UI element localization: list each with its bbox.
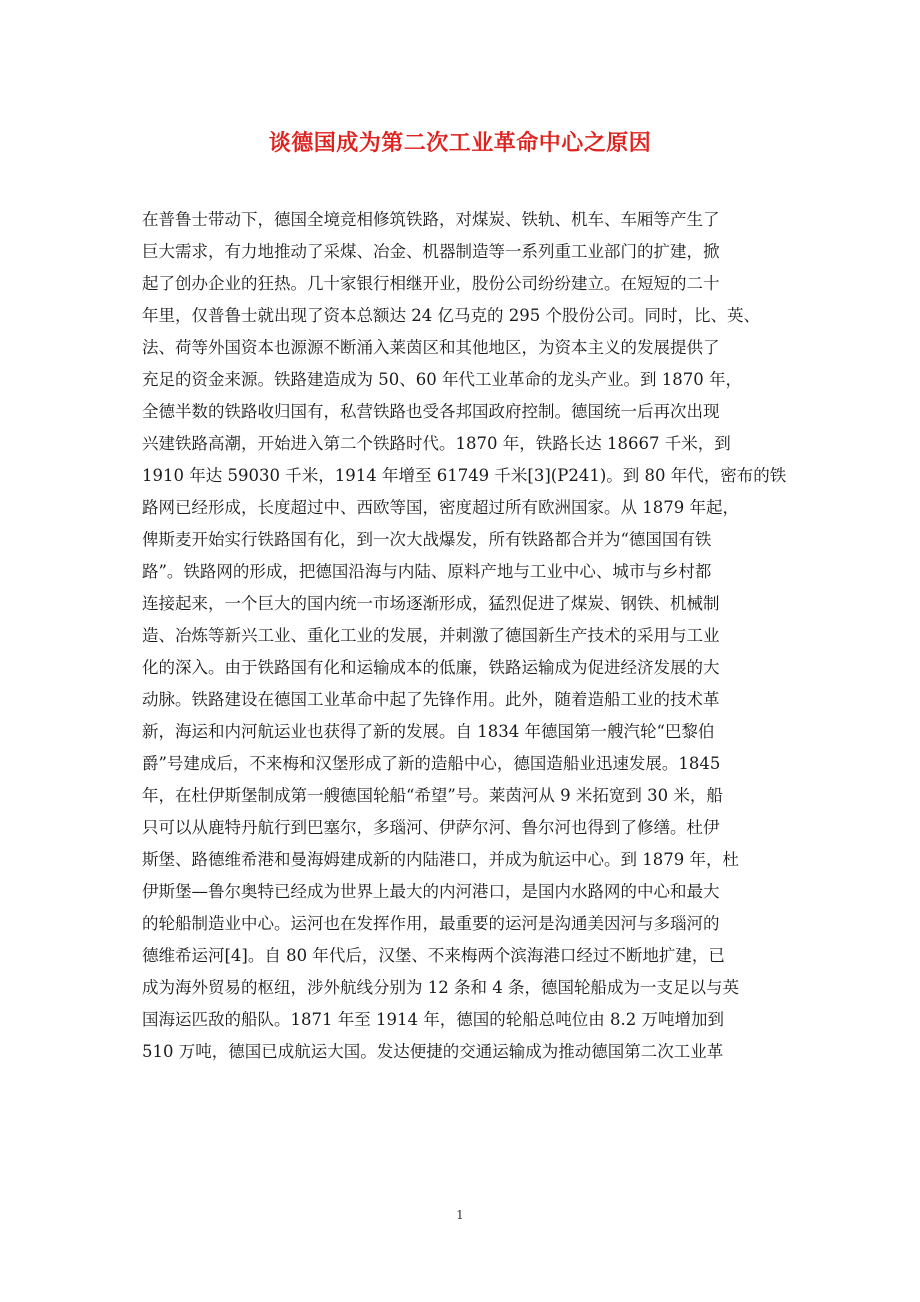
text-line: 造、冶炼等新兴工业、重化工业的发展，并刺激了德国新生产技术的采用与工业 bbox=[142, 626, 720, 645]
text-line: 动脉。铁路建设在德国工业革命中起了先锋作用。此外，随着造船工业的技术革 bbox=[142, 690, 720, 709]
text-line: 年，在杜伊斯堡制成第一艘德国轮船“希望”号。莱茵河从 9 米拓宽到 30 米，船 bbox=[142, 786, 723, 805]
body-paragraph bbox=[142, 204, 787, 1068]
text-line: 充足的资金来源。铁路建造成为 50、60 年代工业革命的龙头产业。到 1870 年， bbox=[142, 370, 742, 389]
text-line: 年里，仅普鲁士就出现了资本总额达 24 亿马克的 295 个股份公司。同时，比、英、 bbox=[142, 306, 760, 325]
text-line: 法、荷等外国资本也源源不断涌入莱茵区和其他地区，为资本主义的发展提供了 bbox=[142, 338, 720, 357]
text-line: 路网已经形成，长度超过中、西欧等国，密度超过所有欧洲国家。从 1879 年起， bbox=[142, 498, 739, 517]
text-line: 连接起来，一个巨大的国内统一市场逐渐形成，猛烈促进了煤炭、钢铁、机械制 bbox=[142, 594, 720, 613]
text-line: 国海运匹敌的船队。1871 年至 1914 年，德国的轮船总吨位由 8.2 万吨增加到 bbox=[142, 1010, 724, 1029]
text-line: 成为海外贸易的枢纽，涉外航线分别为 12 条和 4 条，德国轮船成为一支足以与英 bbox=[142, 978, 739, 997]
text-line: 巨大需求，有力地推动了采煤、冶金、机器制造等一系列重工业部门的扩建，掀 bbox=[142, 242, 720, 261]
text-line: 兴建铁路高潮，开始进入第二个铁路时代。1870 年，铁路长达 18667 千米，到 bbox=[142, 434, 731, 453]
text-line: 伊斯堡—鲁尔奥特已经成为世界上最大的内河港口，是国内水路网的中心和最大 bbox=[142, 882, 720, 901]
text-line: 德维希运河[4]。自 80 年代后，汉堡、不来梅两个滨海港口经过不断地扩建，已 bbox=[142, 946, 725, 965]
page-number: 1 bbox=[456, 1208, 464, 1222]
text-line: 化的深入。由于铁路国有化和运输成本的低廉，铁路运输成为促进经济发展的大 bbox=[142, 658, 720, 677]
text-line: 只可以从鹿特丹航行到巴塞尔，多瑙河、伊萨尔河、鲁尔河也得到了修缮。杜伊 bbox=[142, 818, 720, 837]
text-line: 爵”号建成后，不来梅和汉堡形成了新的造船中心，德国造船业迅速发展。1845 bbox=[142, 754, 721, 773]
text-line: 俾斯麦开始实行铁路国有化，到一次大战爆发，所有铁路都合并为“德国国有铁 bbox=[142, 530, 712, 549]
text-line: 起了创办企业的狂热。几十家银行相继开业，股份公司纷纷建立。在短短的二十 bbox=[142, 274, 720, 293]
text-line: 的轮船制造业中心。运河也在发挥作用，最重要的运河是沟通美因河与多瑙河的 bbox=[142, 914, 720, 933]
document-title: 谈德国成为第二次工业革命中心之原因 bbox=[268, 130, 652, 156]
text-line: 在普鲁士带动下，德国全境竞相修筑铁路，对煤炭、铁轨、机车、车厢等产生了 bbox=[142, 210, 720, 229]
text-line: 新，海运和内河航运业也获得了新的发展。自 1834 年德国第一艘汽轮“巴黎伯 bbox=[142, 722, 715, 741]
text-line: 1910 年达 59030 千米，1914 年增至 61749 千米[3](P241)。到 80 年代，密布的铁 bbox=[142, 466, 787, 485]
text-line: 510 万吨，德国已成航运大国。发达便捷的交通运输成为推动德国第二次工业革 bbox=[142, 1042, 724, 1061]
text-line: 路”。铁路网的形成，把德国沿海与内陆、原料产地与工业中心、城市与乡村都 bbox=[142, 562, 712, 581]
text-line: 斯堡、路德维希港和曼海姆建成新的内陆港口，并成为航运中心。到 1879 年，杜 bbox=[142, 850, 739, 869]
text-line: 全德半数的铁路收归国有，私营铁路也受各邦国政府控制。德国统一后再次出现 bbox=[142, 402, 720, 421]
